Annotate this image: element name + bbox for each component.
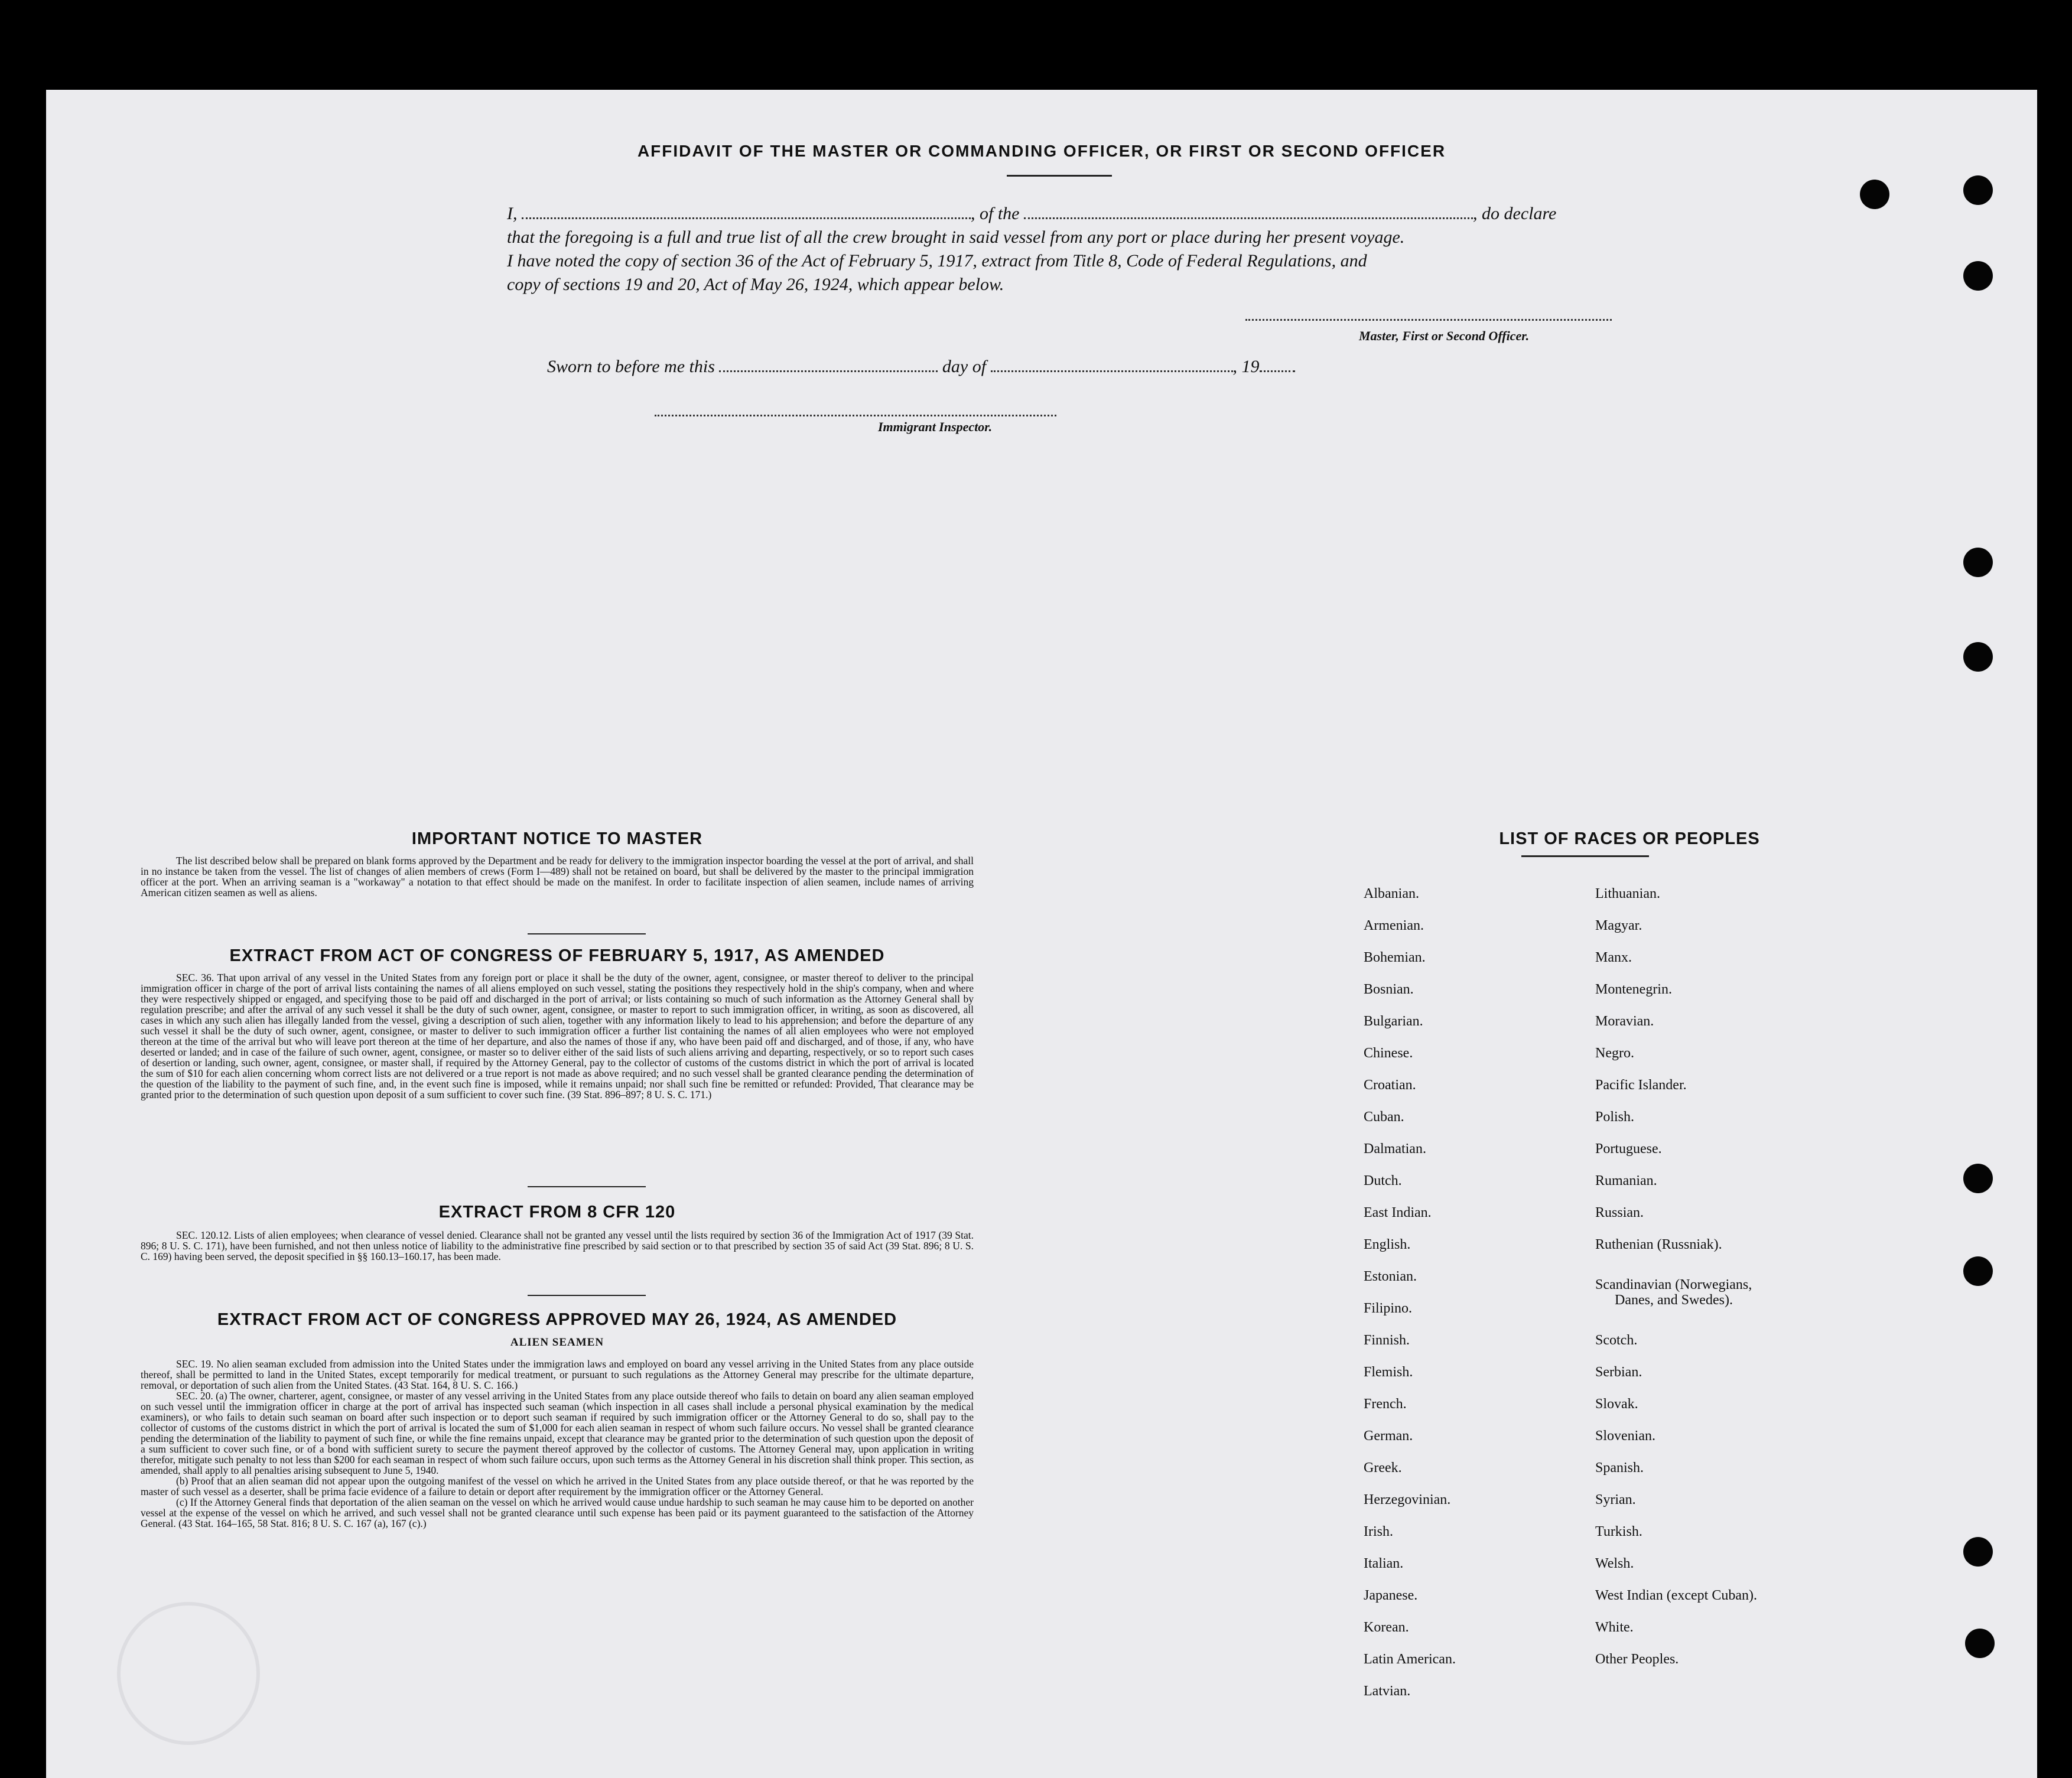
notice-title: IMPORTANT NOTICE TO MASTER [411, 829, 703, 848]
race-left: Chinese. [1364, 1046, 1413, 1061]
notice-body: The list described below shall be prepared on blank forms approved by the Department and be ready for delivery to the immigration inspector boarding the vessel at the port of arrival, and shall in no instance be taken from the vessel. The list of changes of alien members of crews (Form I—489) shall not be retained on board, but shall be delivered by the master to the principal immigration officer at the port. When an arriving seaman is a "workaway" a notation to that effect should be made on the manifest. In order to facilitate inspection of alien seamen, include names of arriving American citizen seamen as well as aliens. [141, 855, 974, 898]
race-right: Negro. [1595, 1046, 1634, 1061]
declaration-text-3: I have noted the copy of section 36 of the Act of February 5, 1917, extract from Title 8, Code of Federal Regulations, and [507, 251, 1367, 271]
punch-hole [1963, 642, 1993, 672]
divider [528, 1295, 646, 1296]
race-right: Serbian. [1595, 1365, 1642, 1380]
form-page [46, 90, 2037, 1778]
race-right: Welsh. [1595, 1556, 1634, 1571]
race-right: Russian. [1595, 1205, 1644, 1220]
punch-hole [1965, 1629, 1995, 1658]
affidavit-title: AFFIDAVIT OF THE MASTER OR COMMANDING OFFICER, OR FIRST OR SECOND OFFICER [637, 142, 1446, 160]
race-left: Bulgarian. [1364, 1014, 1423, 1029]
inspector-label: Immigrant Inspector. [878, 419, 993, 434]
race-left: Herzegovinian. [1364, 1492, 1451, 1507]
race-right: Slovenian. [1595, 1428, 1655, 1444]
declaration-text-4: copy of sections 19 and 20, Act of May 26, 1924, which appear below. [507, 275, 1004, 294]
race-left: Bohemian. [1364, 950, 1426, 965]
sec-19: SEC. 19. No alien seaman excluded from admission into the United States under the immigration laws and employed on board any vessel arriving in the United States from any place outside thereof, shall be permitted to land in the United States, except temporarily for medical treatment, or pursuant to such regulations as the Attorney General may prescribe for the ultimate departure, removal, or deportation of such alien from the United States. (43 Stat. 164, 8 U. S. C. 166.) [141, 1358, 974, 1391]
race-left: Filipino. [1364, 1301, 1413, 1316]
race-right: West Indian (except Cuban). [1595, 1588, 1757, 1603]
race-left: Albanian. [1364, 886, 1419, 901]
extract-1917-body: SEC. 36. That upon arrival of any vessel in the United States from any foreign port or place it shall be the duty of the owner, agent, consignee, or master thereof to deliver to the principal immigration officer in charge of the port of arrival lists containing the names of all aliens employed on such vessel, stating the positions they respectively hold in the ship's company, when and where they were respectively shipped or engaged, and specifying those to be paid off and discharged in the port of arrival; or lists containing so much of such information as the Attorney General shall by regulation prescribe; and after the arrival of any such vessel it shall be the duty of such owner, agent, consignee, or master to report to such immigration officer, in writing, as soon as discovered, all cases in which any such alien has illegally landed from the vessel, giving a description of such alien, together with any information likely to lead to his apprehension; and before the departure of any such vessel it shall be the duty of such owner, agent, consignee, or master to deliver to such immigration officer a further list containing the names of all alien employees who were not employed thereon at the time of the arrival but who will leave port thereon at the time of her departure, and also the names of those if any, who have been paid off and discharged, and of those, if any, who have deserted or landed; and in case of the failure of such owner, agent, consignee, or master so to deliver either of the said lists of such aliens arriving and departing, respectively, or so to report such cases of desertion or landing, such owner, agent, consignee, or master shall, if required by the Attorney General, pay to the collector of customs of the customs district in which the port of arrival is located the sum of $10 for each alien concerning whom correct lists are not delivered or a true report is not made as above required; and no such vessel shall be granted clearance pending the determination of the question of the liability to the payment of such fine, and, in the event such fine is imposed, while it remains unpaid; nor shall such fine be remitted or refunded: Provided, That clearance may be granted prior to the determination of such question upon deposit of a sum sufficient to cover such fine. (39 Stat. 896–897; 8 U. S. C. 171.) [141, 972, 974, 1100]
race-right: Montenegrin. [1595, 982, 1672, 997]
race-right: Spanish. [1595, 1460, 1644, 1476]
master-label: Master, First or Second Officer. [1359, 328, 1530, 343]
race-left: Dutch. [1364, 1173, 1402, 1188]
sworn-day-blank[interactable] [719, 370, 938, 372]
divider [528, 933, 646, 934]
race-right: Magyar. [1595, 918, 1642, 933]
race-left: Italian. [1364, 1556, 1404, 1571]
race-right: Scotch. [1595, 1333, 1638, 1348]
race-right: Other Peoples. [1595, 1652, 1679, 1667]
race-left: Dalmatian. [1364, 1141, 1426, 1157]
embossed-seal [117, 1602, 260, 1745]
punch-hole [1963, 261, 1993, 291]
affidavit-body [507, 202, 1665, 297]
race-left: Finnish. [1364, 1333, 1410, 1348]
race-left: Croatian. [1364, 1077, 1416, 1093]
vessel-blank[interactable] [1024, 217, 1473, 219]
race-left: Korean. [1364, 1620, 1409, 1635]
race-right: Slovak. [1595, 1396, 1638, 1412]
sworn-month-blank[interactable] [991, 370, 1233, 372]
extract-cfr-title: EXTRACT FROM 8 CFR 120 [438, 1203, 676, 1222]
sworn-label: Sworn to before me this [547, 357, 715, 376]
inspector-signature-line[interactable] [655, 415, 1056, 416]
punch-hole [1963, 175, 1993, 205]
day-of-label: day of [942, 357, 987, 376]
race-left: Latin American. [1364, 1652, 1456, 1667]
name-blank[interactable] [522, 217, 971, 219]
race-right: Portuguese. [1595, 1141, 1662, 1157]
race-right: Danes, and Swedes). [1615, 1292, 1733, 1308]
race-right: White. [1595, 1620, 1634, 1635]
sec-20b: (b) Proof that an alien seaman did not appear upon the outgoing manifest of the vessel on which he arrived in the United States from any place outside thereof, or that he was reported by the master of such vessel as a deserter, shall be prima facie evidence of a failure to detain or deport after requirement by the immigration officer or the Attorney General. [141, 1475, 974, 1497]
race-right: Rumanian. [1595, 1173, 1657, 1188]
race-left: Estonian. [1364, 1269, 1417, 1284]
divider [528, 1186, 646, 1187]
race-left: Greek. [1364, 1460, 1402, 1476]
race-right: Lithuanian. [1595, 886, 1660, 901]
race-left: German. [1364, 1428, 1413, 1444]
race-left: Japanese. [1364, 1588, 1418, 1603]
race-right: Manx. [1595, 950, 1632, 965]
race-right: Polish. [1595, 1109, 1635, 1125]
punch-hole [1963, 1164, 1993, 1193]
race-left: Flemish. [1364, 1365, 1413, 1380]
punch-hole [1963, 548, 1993, 577]
i-label: I, [507, 204, 518, 223]
race-right: Ruthenian (Russniak). [1595, 1237, 1722, 1252]
race-left: Irish. [1364, 1524, 1393, 1539]
race-left: Bosnian. [1364, 982, 1414, 997]
race-right: Moravian. [1595, 1014, 1654, 1029]
extract-1924-body [141, 1359, 974, 1529]
race-left: French. [1364, 1396, 1407, 1412]
year-label: , 19 [1232, 357, 1260, 376]
sec-20c: (c) If the Attorney General finds that deportation of the alien seaman on the vessel on which he arrived would cause undue hardship to such seaman he may cause him to be deported on another vessel at the expense of the vessel on which he arrived, and such vessel shall not be granted clearance until such expense has been paid or its payment guaranteed to the satisfaction of the Attorney General. (43 Stat. 164–165, 58 Stat. 816; 8 U. S. C. 167 (a), 167 (c).) [141, 1496, 974, 1529]
extract-cfr-body: SEC. 120.12. Lists of alien employees; when clearance of vessel denied. Clearance shall not be granted any vessel until the lists required by section 36 of the Immigration Act of 1917 (39 Stat. 896; 8 U. S. C. 171), have been furnished, and not then unless notice of liability to the administrative fine prescribed by said section or to that prescribed by section 35 of said Act (39 Stat. 896; 8 U. S. C. 169) having been served, the deposit specified in §§ 160.13–160.17, has been made. [141, 1229, 974, 1262]
master-signature-line[interactable] [1245, 319, 1612, 321]
races-title-underline [1521, 855, 1649, 857]
race-left: English. [1364, 1237, 1411, 1252]
race-right: Turkish. [1595, 1524, 1642, 1539]
race-right: Syrian. [1595, 1492, 1636, 1507]
punch-hole [1963, 1256, 1993, 1286]
race-right: Pacific Islander. [1595, 1077, 1687, 1093]
race-left: East Indian. [1364, 1205, 1432, 1220]
declaration-text-2: that the foregoing is a full and true list of all the crew brought in said vessel from any port or place during her present voyage. [507, 227, 1405, 247]
do-declare-label: , do declare [1473, 204, 1557, 223]
punch-hole [1963, 1537, 1993, 1567]
sec-20a: SEC. 20. (a) The owner, charterer, agent, consignee, or master of any vessel arriving in the United States from any place outside thereof who fails to detain on board any alien seaman employed on such vessel until the immigration officer in charge at the port of arrival has inspected such seaman (which inspection in all cases shall include a personal physical examination by the medical examiners), or who fails to detain such seaman on board after such inspection or to deport such seaman if required by such immigration officer or the Attorney General to do so, shall pay to the collector of customs of the customs district in which the port of arrival is located the sum of $1,000 for each alien seaman in respect of whom such failure occurs. No vessel shall be granted clearance pending the determination of the liability to payment of such fine, or while the fine remains unpaid, except that clearance may be granted prior to the determination of such question upon the deposit of a sum sufficient to cover such fine, or of a bond with sufficient surety to secure the payment thereof approved by the collector of customs. The Attorney General may, upon application in writing therefor, mitigate such penalty to not less than $200 for each seaman in respect of whom such failure occurs, upon such terms as the Attorney General in his discretion shall think proper. This section, as amended, shall apply to all penalties arising subsequent to June 5, 1940. [141, 1390, 974, 1476]
extract-1924-title: EXTRACT FROM ACT OF CONGRESS APPROVED MAY 26, 1924, AS AMENDED [217, 1310, 897, 1329]
punch-hole [1860, 180, 1889, 209]
of-the-label: , of the [971, 204, 1020, 223]
races-title: LIST OF RACES OR PEOPLES [1499, 829, 1760, 848]
race-right: Scandinavian (Norwegians, [1595, 1277, 1752, 1292]
sworn-line [547, 357, 1295, 377]
race-left: Armenian. [1364, 918, 1424, 933]
race-left: Cuban. [1364, 1109, 1404, 1125]
declaration-line [507, 202, 1665, 226]
title-underline [1007, 175, 1112, 177]
race-left: Latvian. [1364, 1683, 1411, 1699]
extract-1917-title: EXTRACT FROM ACT OF CONGRESS OF FEBRUARY 5, 1917, AS AMENDED [229, 946, 885, 965]
alien-seamen-subtitle: ALIEN SEAMEN [510, 1336, 604, 1349]
year-blank[interactable] [1260, 370, 1295, 372]
